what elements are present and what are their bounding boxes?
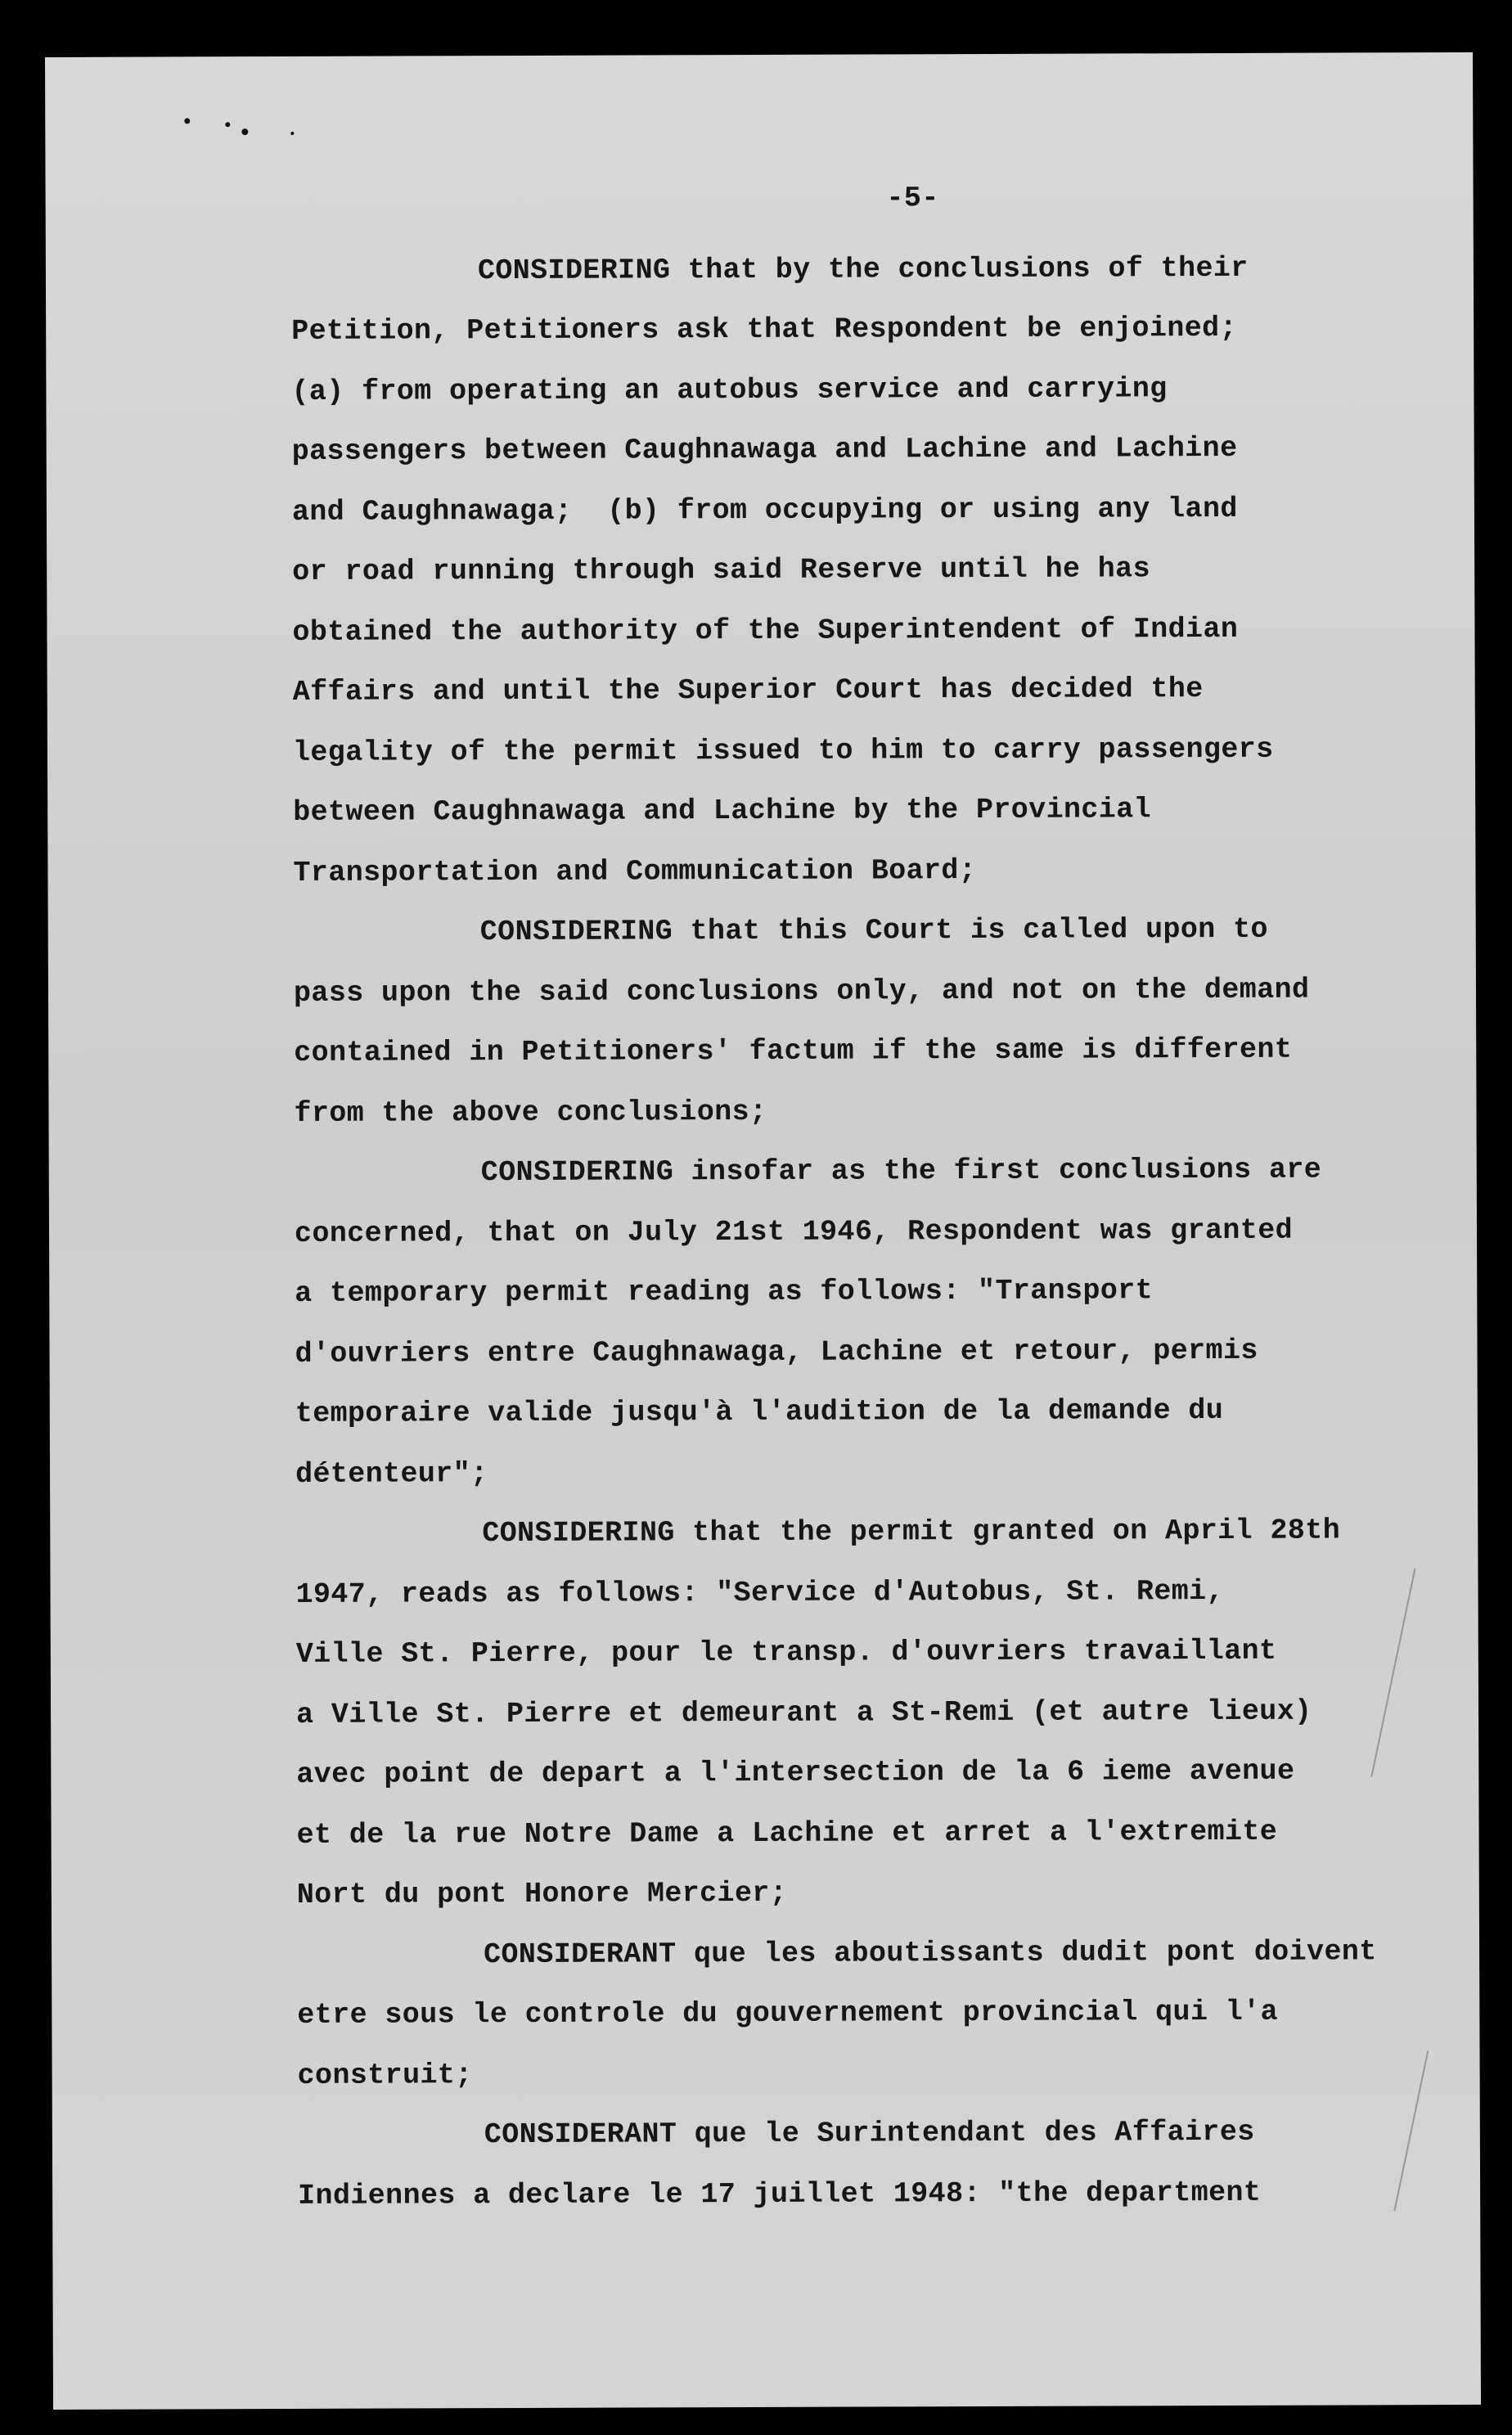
- text-line: CONSIDERING that by the conclusions of their: [477, 251, 1249, 287]
- text-line: obtained the authority of the Superintendent of Indian: [292, 612, 1239, 649]
- text-line: 1947, reads as follows: "Service d'Autobus, St. Remi,: [295, 1574, 1225, 1611]
- text-line: concerned, that on July 21st 1946, Respondent was granted: [294, 1213, 1294, 1250]
- ink-speck: [241, 128, 248, 135]
- text-line: between Caughnawaga and Lachine by the Provincial: [293, 793, 1152, 829]
- text-line: Affairs and until the Superior Court has decided the: [292, 673, 1204, 709]
- text-line: pass upon the said conclusions only, and not on the demand: [293, 973, 1310, 1010]
- text-line: CONSIDERANT que le Surintendant des Affaires: [484, 2115, 1255, 2152]
- text-line: CONSIDERING insofar as the first conclusions are: [480, 1153, 1322, 1190]
- text-line: etre sous le controle du gouvernement provincial qui l'a: [297, 1995, 1279, 2032]
- ink-speck: [184, 118, 190, 124]
- text-line: (a) from operating an autobus service and carrying: [291, 371, 1168, 408]
- text-line: construit;: [297, 2058, 473, 2092]
- text-line: and Caughnawaga; (b) from occupying or using any land: [291, 492, 1238, 529]
- text-line: Indiennes a declare le 17 juillet 1948: "the department: [298, 2176, 1262, 2212]
- text-line: contained in Petitioners' factum if the same is different: [294, 1033, 1293, 1069]
- text-line: legality of the permit issued to him to carry passengers: [292, 732, 1274, 769]
- text-line: temporaire valide jusqu'à l'audition de la demande du: [295, 1393, 1224, 1430]
- text-line: et de la rue Notre Dame a Lachine et arret a l'extremite: [296, 1815, 1278, 1852]
- text-line: d'ouvriers entre Caughnawaga, Lachine et retour, permis: [295, 1334, 1258, 1371]
- text-line: Ville St. Pierre, pour le transp. d'ouvriers travaillant: [295, 1634, 1277, 1671]
- text-line: Transportation and Communication Board;: [293, 853, 977, 889]
- document-lines: [291, 238, 1443, 2226]
- text-line: CONSIDERING that the permit granted on April 28th: [482, 1514, 1341, 1551]
- ink-speck: [225, 122, 230, 127]
- text-line: a temporary permit reading as follows: "Transport: [295, 1274, 1154, 1310]
- text-line: a Ville St. Pierre et demeurant a St-Remi (et autre lieux): [296, 1695, 1312, 1731]
- text-line: avec point de depart a l'intersection de la 6 ieme avenue: [296, 1754, 1295, 1791]
- page-number: -5-: [886, 182, 939, 215]
- document-page: [45, 52, 1481, 2410]
- text-line: CONSIDERANT que les aboutissants dudit pont doivent: [484, 1934, 1377, 1971]
- text-line: Nort du pont Honore Mercier;: [296, 1876, 788, 1911]
- text-line: Petition, Petitioners ask that Respondent be enjoined;: [291, 311, 1238, 348]
- text-line: CONSIDERING that this Court is called upon to: [479, 912, 1268, 949]
- document-text: [290, 167, 1443, 2226]
- text-line: détenteur";: [295, 1456, 488, 1491]
- ink-speck: [290, 132, 294, 135]
- text-line: passengers between Caughnawaga and Lachine and Lachine: [291, 431, 1238, 468]
- text-line: from the above conclusions;: [294, 1095, 767, 1130]
- text-line: or road running through said Reserve until he has: [292, 552, 1151, 588]
